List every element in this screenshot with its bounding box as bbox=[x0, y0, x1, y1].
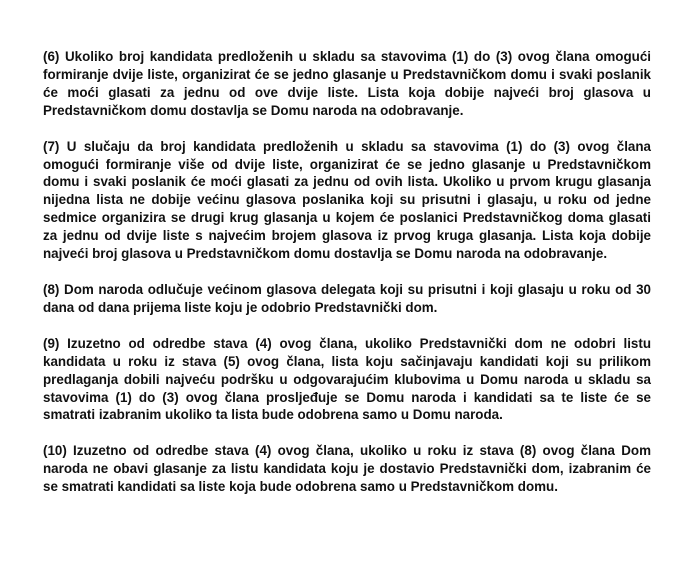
paragraph-10: (10) Izuzetno od odredbe stava (4) ovog člana, ukoliko u roku iz stava (8) ovog člana Dom naroda ne obavi glasanje za listu kandidata koju je dostavio Predstavnički dom, izabranim će se smatrati kandidati sa liste koja bude odobrena samo u Predstavničkom domu. bbox=[43, 443, 651, 495]
paragraph-9: (9) Izuzetno od odredbe stava (4) ovog člana, ukoliko Predstavnički dom ne odobri listu kandidata u roku iz stava (5) ovog člana, lista koju sačinjavaju kandidati koji su prilikom predlaganja dobili najveću podršku u odgovarajućim klubovima u Domu naroda u skladu sa stavovima (1) do (3) ovog člana prosljeđuje se Domu naroda i kandidati sa te liste će se smatrati izabranim ukoliko ta lista bude odobrena samo u Domu naroda. bbox=[43, 335, 651, 423]
paragraph-8: (8) Dom naroda odlučuje većinom glasova delegata koji su prisutni i koji glasaju u roku od 30 dana od dana prijema liste koju je odobrio Predstavnički dom. bbox=[43, 281, 651, 315]
document-body bbox=[43, 48, 651, 514]
paragraph-6: (6) Ukoliko broj kandidata predloženih u skladu sa stavovima (1) do (3) ovog člana omogući formiranje dvije liste, organizirat će se jedno glasanje u Predstavničkom domu i svaki poslanik će moći glasati za jednu od ove dvije liste. Lista koja dobije najveći broj glasova u Predstavničkom domu dostavlja se Domu naroda na odobravanje. bbox=[43, 49, 651, 118]
paragraph-7: (7) U slučaju da broj kandidata predloženih u skladu sa stavovima (1) do (3) ovog člana omogući formiranje više od dvije liste, organizirat će se jedno glasanje u Predstavničkom domu i svaki poslanik će moći glasati za jednu od ovih lista. Ukoliko u prvom krugu glasanja nijedna lista ne dobije većinu glasova poslanika koji su prisutni i glasaju, u roku od jedne sedmice organizira se drugi krug glasanja u kojem će poslanici Predstavničkog doma glasati za jednu od dvije liste s najvećim brojem glasova iz prvog kruga glasanja. Lista koja dobije najveći broj glasova u Predstavničkom domu dostavlja se Domu naroda na odobravanje. bbox=[43, 138, 651, 262]
